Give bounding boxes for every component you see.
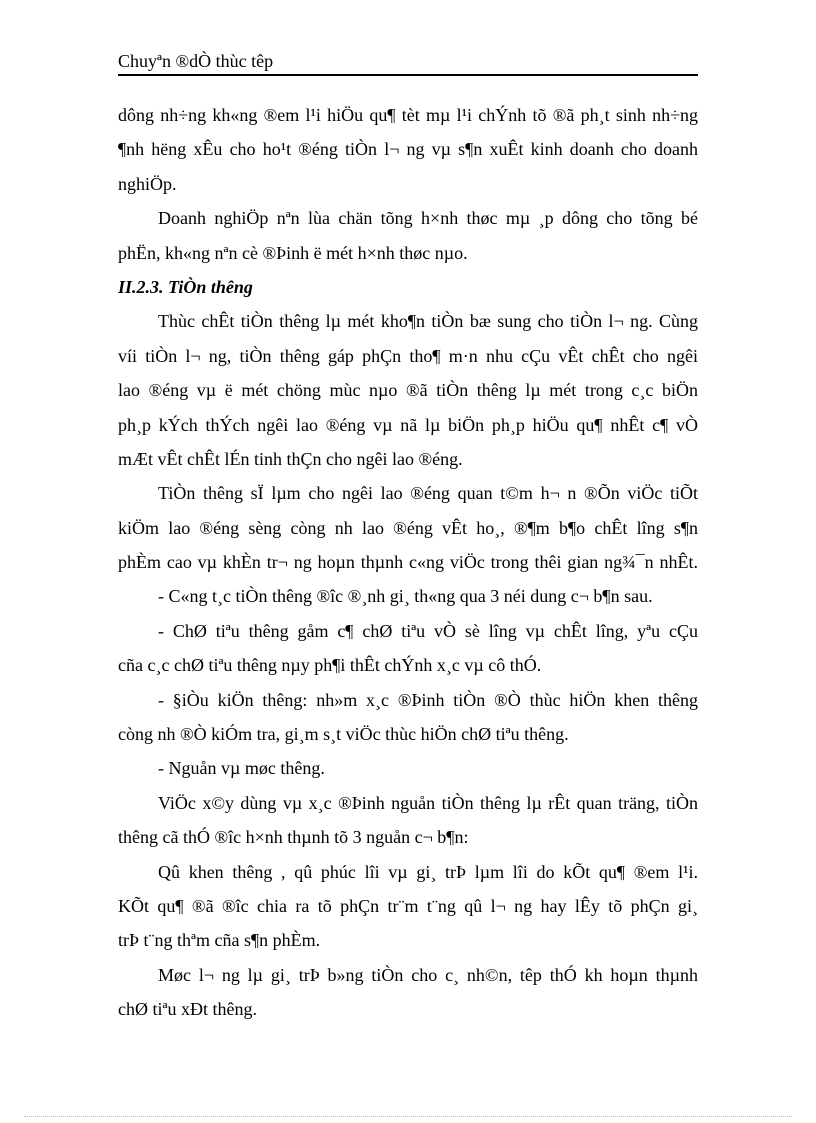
paragraph-line: ¶nh hëng xÊu cho ho¹t ®éng tiÒn l¬ ng vµ s¶n xuÊt kinh doanh cho doanh bbox=[118, 139, 698, 160]
paragraph-line: ViÖc x©y dùng vµ x¸c ®Þinh nguån tiÒn thêng lµ rÊt quan träng, tiÒn bbox=[158, 792, 698, 813]
paragraph-line: kiÖm lao ®éng sèng còng nh lao ®éng vÊt ho¸, ®¶m b¶o chÊt lîng s¶n bbox=[118, 517, 698, 538]
paragraph-line: lao ®éng vµ ë mét chöng mùc nµo ®ã tiÒn thêng lµ mét trong c¸c biÖn bbox=[118, 380, 698, 401]
list-item: - §iÒu kiÖn thêng: nh»m x¸c ®Þinh tiÒn ®Ò thùc hiÖn khen thêng bbox=[158, 689, 698, 710]
paragraph-line: dông nh÷ng kh«ng ®em l¹i hiÖu qu¶ tèt mµ l¹i chÝnh tõ ®ã ph¸t sinh nh÷ng bbox=[118, 105, 698, 125]
list-item: - C«ng t¸c tiÒn thêng ®îc ®¸nh gi¸ th«ng qua 3 néi dung c¬ b¶n sau. bbox=[158, 586, 653, 607]
paragraph-line: mÆt vÊt chÊt lÉn tinh thÇn cho ngêi lao ®éng. bbox=[118, 448, 463, 469]
paragraph-line: Thùc chÊt tiÒn thêng lµ mét kho¶n tiÒn bæ sung cho tiÒn l¬ ng. Cùng bbox=[158, 311, 698, 332]
section-heading: II.2.3. TiÒn thêng bbox=[118, 276, 253, 297]
paragraph-line: nghiÖp. bbox=[118, 173, 177, 194]
paragraph-line: thêng cã thÓ ®îc h×nh thµnh tõ 3 nguån c¬ b¶n: bbox=[118, 827, 469, 848]
paragraph-line: phËn, kh«ng nªn cè ®Þinh ë mét h×nh thøc nµo. bbox=[118, 242, 468, 263]
body-text bbox=[118, 98, 698, 1027]
page-bottom-border bbox=[24, 1116, 792, 1117]
paragraph-line: phÈm cao vµ khÈn tr¬ ng hoµn thµnh c«ng viÖc trong thêi gian ng¾¯n nhÊt. bbox=[118, 552, 698, 573]
paragraph-line: víi tiÒn l¬ ng, tiÒn thêng gáp phÇn tho¶ m·n nhu cÇu vÊt chÊt cho ngêi bbox=[118, 345, 698, 366]
paragraph-line: chØ tiªu xÐt thêng. bbox=[118, 999, 257, 1020]
paragraph-line: trÞ t¨ng thªm cña s¶n phÈm. bbox=[118, 930, 321, 951]
paragraph-line: Qû khen thêng , qû phúc lîi vµ gi¸ trÞ lµm lîi do kÕt qu¶ ®em l¹i. bbox=[158, 861, 698, 882]
paragraph-line: ph¸p kÝch thÝch ngêi lao ®éng vµ nã lµ biÖn ph¸p hiÖu qu¶ nhÊt c¶ vÒ bbox=[118, 414, 698, 435]
list-item: - ChØ tiªu thêng gåm c¶ chØ tiªu vÒ sè lîng vµ chÊt lîng, yªu cÇu bbox=[158, 620, 698, 641]
paragraph-line: còng nh ®Ò kiÓm tra, gi¸m s¸t viÖc thùc hiÖn chØ tiªu thêng. bbox=[118, 724, 569, 745]
running-header: Chuyªn ®dÒ thùc têp bbox=[118, 51, 274, 71]
paragraph-line: TiÒn thêng sÏ lµm cho ngêi lao ®éng quan t©m h¬ n ®Õn viÖc tiÕt bbox=[158, 483, 698, 504]
paragraph-line: KÕt qu¶ ®ã ®îc chia ra tõ phÇn tr¨m t¨ng qû l¬ ng hay lÊy tõ phÇn gi¸ bbox=[118, 895, 698, 916]
paragraph-line: cña c¸c chØ tiªu thêng nµy ph¶i thÊt chÝnh x¸c vµ cô thÓ. bbox=[118, 655, 542, 676]
paragraph-line: Møc l¬ ng lµ gi¸ trÞ b»ng tiÒn cho c¸ nh©n, têp thÓ kh hoµn thµnh bbox=[158, 964, 698, 985]
header-rule bbox=[118, 74, 698, 76]
list-item: - Nguån vµ møc thêng. bbox=[158, 758, 325, 779]
paragraph-line: Doanh nghiÖp nªn lùa chän tõng h×nh thøc mµ ¸p dông cho tõng bé bbox=[158, 208, 698, 229]
